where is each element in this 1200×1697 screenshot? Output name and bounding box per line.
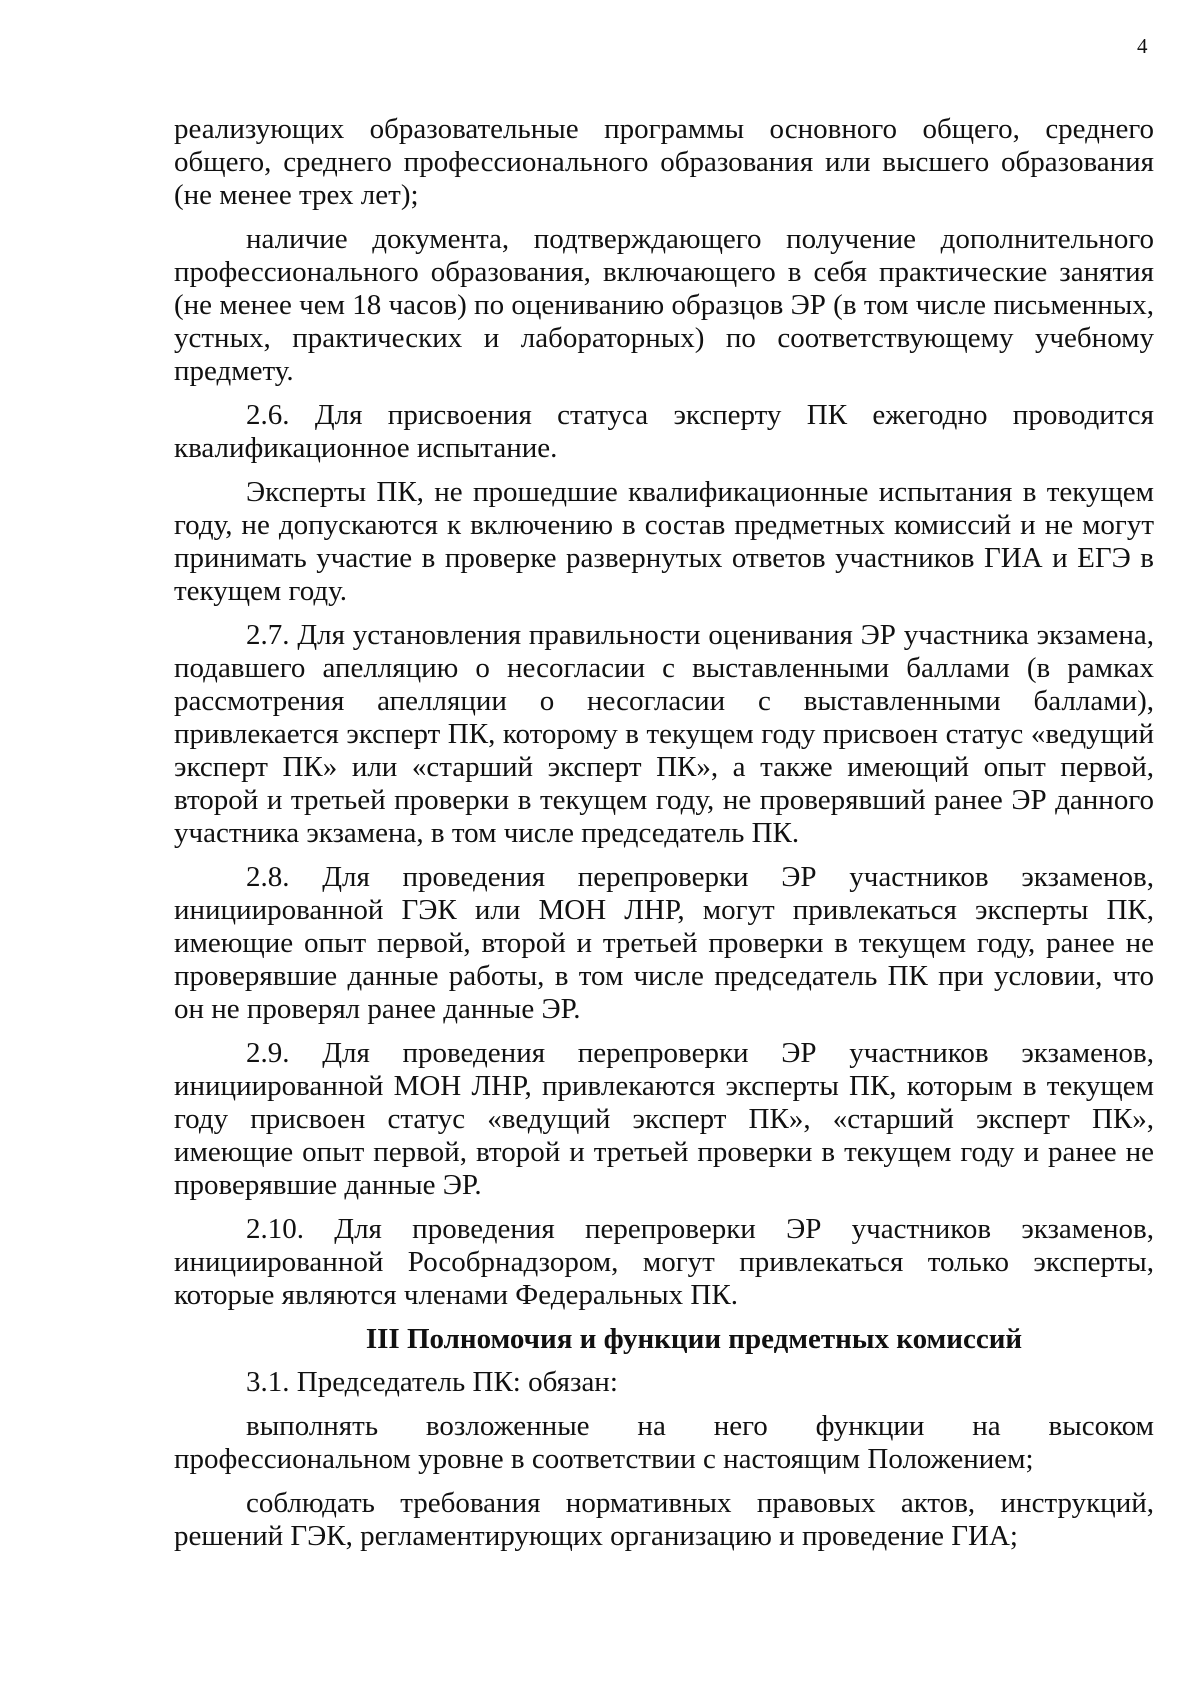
paragraph-duties-professional: выполнять возложенные на него функции на высоком профессиональном уровне в соответствии с настоящим Положением;: [174, 1410, 1154, 1475]
paragraph-experts-not-passed: Эксперты ПК, не прошедшие квалификационные испытания в текущем году, не допускаются к включению в состав предметных комиссий и не могут принимать участие в проверке развернутых ответов участников ГИА и ЕГЭ в текущем году.: [174, 476, 1154, 607]
page-number: 4: [1137, 34, 1148, 58]
paragraph-additional-education: наличие документа, подтверждающего получение дополнительного профессионального образования, включающего в себя практические занятия (не менее чем 18 часов) по оцениванию образцов ЭР (в том числе письменных, устных, практических и лабораторных) по соответствующему учебному предмету.: [174, 223, 1154, 387]
paragraph-2-6: 2.6. Для присвоения статуса эксперту ПК ежегодно проводится квалификационное испытание.: [174, 399, 1154, 464]
paragraph-3-1: 3.1. Председатель ПК: обязан:: [246, 1366, 618, 1398]
paragraph-continuation: реализующих образовательные программы основного общего, среднего общего, среднего профессионального образования или высшего образования (не менее трех лет);: [174, 113, 1154, 211]
paragraph-2-9: 2.9. Для проведения перепроверки ЭР участников экзаменов, инициированной МОН ЛНР, привлекаются эксперты ПК, которым в текущем году присвоен статус «ведущий эксперт ПК», «старший эксперт ПК», имеющие опыт первой, второй и третьей проверки в текущем году и ранее не проверявшие данные ЭР.: [174, 1037, 1154, 1201]
paragraph-2-10: 2.10. Для проведения перепроверки ЭР участников экзаменов, инициированной Рособрнадзором, могут привлекаться только эксперты, которые являются членами Федеральных ПК.: [174, 1213, 1154, 1311]
paragraph-duties-requirements: соблюдать требования нормативных правовых актов, инструкций, решений ГЭК, регламентирующих организацию и проведение ГИА;: [174, 1487, 1154, 1552]
section-heading: III Полномочия и функции предметных комиссий: [365, 1323, 1023, 1355]
paragraph-2-8: 2.8. Для проведения перепроверки ЭР участников экзаменов, инициированной ГЭК или МОН ЛНР, могут привлекаться эксперты ПК, имеющие опыт первой, второй и третьей проверки в текущем году, ранее не проверявшие данные работы, в том числе председатель ПК при условии, что он не проверял ранее данные ЭР.: [174, 861, 1154, 1025]
document-body: [174, 113, 1154, 1564]
paragraph-2-7: 2.7. Для установления правильности оценивания ЭР участника экзамена, подавшего апелляцию о несогласии с выставленными баллами (в рамках рассмотрения апелляции о несогласии с выставленными баллами), привлекается эксперт ПК, которому в текущем году присвоен статус «ведущий эксперт ПК» или «старший эксперт ПК», а также имеющий опыт первой, второй и третьей проверки в текущем году, не проверявший ранее ЭР данного участника экзамена, в том числе председатель ПК.: [174, 619, 1154, 849]
